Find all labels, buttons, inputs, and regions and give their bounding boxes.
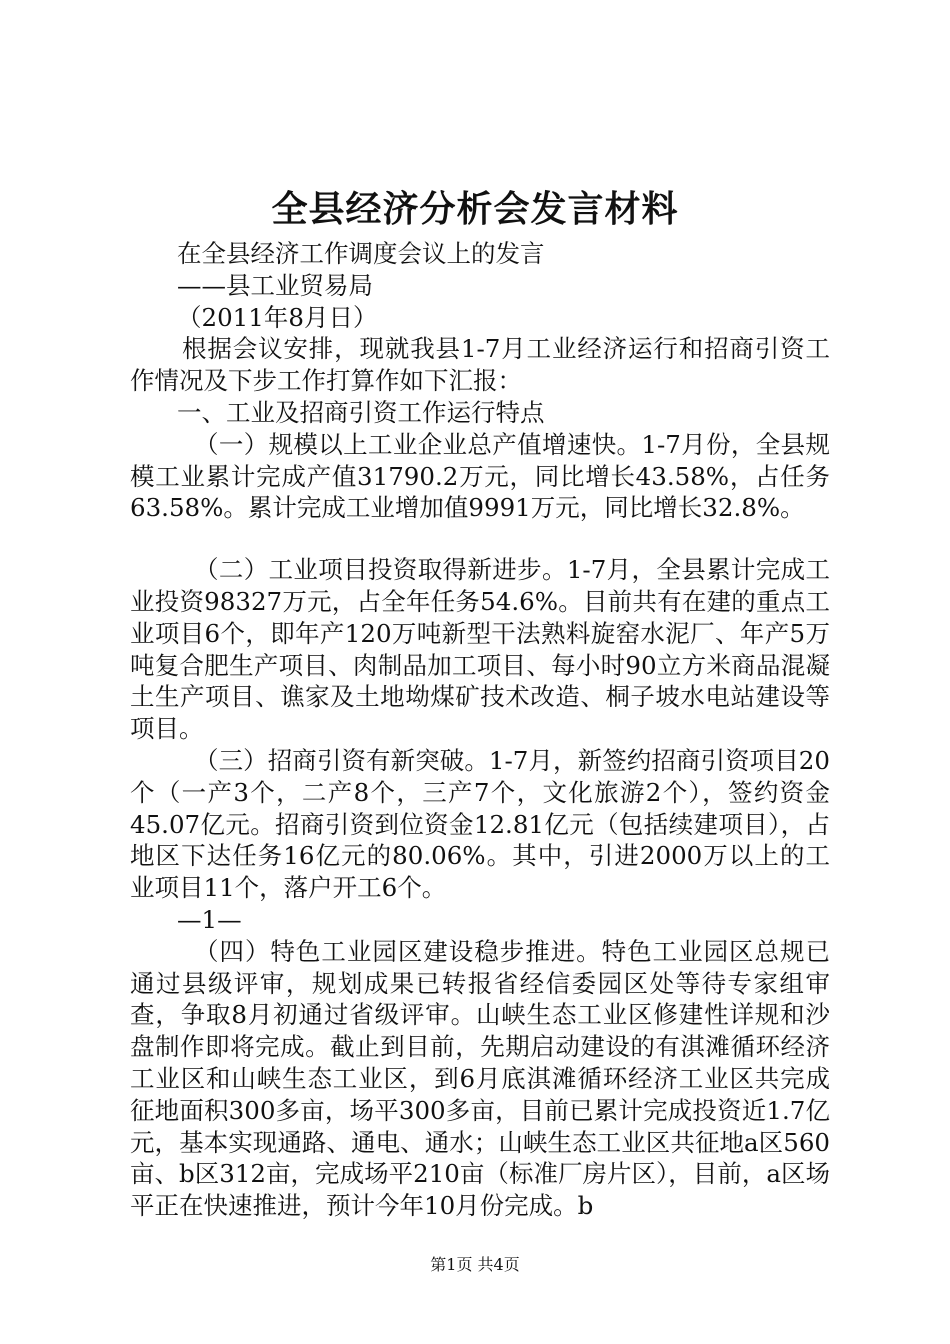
inline-page-number: —1—	[177, 904, 242, 934]
paragraph-item-4: （四）特色工业园区建设稳步推进。特色工业园区总规已通过县级评审，规划成果已转报省经信委园区处等待专家组审查，争取8月初通过省级评审。山峡生态工业区修建性详规和沙盘制作即将完成。截止到目前，先期启动建设的有淇滩循环经济工业区和山峡生态工业区，到6月底淇滩循环经济工业区共完成征地面积300多亩，场平300多亩，目前已累计完成投资近1.7亿元，基本实现通路、通电、通水；山峡生态工业区共征地a区560亩、b区312亩，完成场平210亩（标准厂房片区），目前，a区场平正在快速推进，预计今年10月份完成。b	[130, 936, 830, 1221]
document-date: （2011年8月日）	[177, 302, 378, 332]
paragraph-item-1: （一）规模以上工业企业总产值增速快。1-7月份，全县规模工业累计完成产值31790.2万元，同比增长43.58%，占任务63.58%。累计完成工业增加值9991万元，同比增长32.8%。	[130, 429, 830, 523]
document-author: ——县工业贸易局	[177, 270, 373, 300]
paragraph-gap	[130, 524, 830, 554]
document-subtitle: 在全县经济工作调度会议上的发言	[177, 239, 545, 268]
paragraph-item-2: （二）工业项目投资取得新进步。1-7月，全县累计完成工业投资98327万元，占全年任务54.6%。目前共有在建的重点工业项目6个，即年产120万吨新型干法熟料旋窑水泥厂、年产5万吨复合肥生产项目、肉制品加工项目、每小时90立方米商品混凝土生产项目、谯家及土地坳煤矿技术改造、桐子坡水电站建设等项目。	[130, 555, 830, 744]
page-footer: 第1页 共4页	[430, 1255, 520, 1274]
section-heading: 一、工业及招商引资工作运行特点	[177, 397, 545, 427]
paragraph-item-3: （三）招商引资有新突破。1-7月，新签约招商引资项目20个（一产3个，二产8个，三产7个，文化旅游2个），签约资金45.07亿元。招商引资到位资金12.81亿元（包括续建项目），占地区下达任务16亿元的80.06%。其中，引进2000万以上的工业项目11个，落户开工6个。	[130, 745, 830, 903]
paragraph-intro: 根据会议安排，现就我县1-7月工业经济运行和招商引资工作情况及下步工作打算作如下汇报：	[130, 334, 830, 396]
document-body	[130, 238, 830, 1222]
document-title: 全县经济分析会发言材料	[271, 189, 679, 230]
